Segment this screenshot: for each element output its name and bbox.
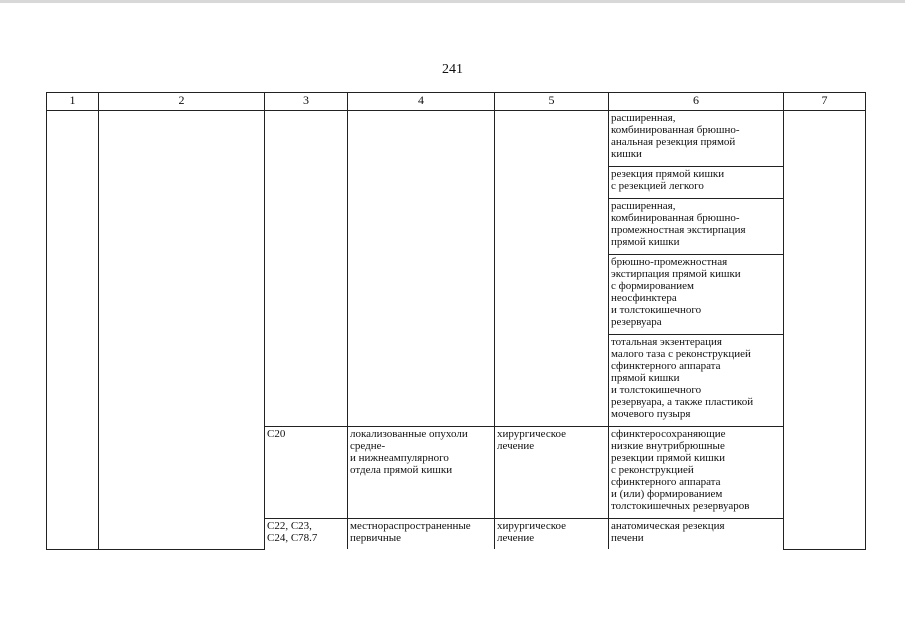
treatment-method-cell: резекция прямой кишки с резекцией легкого	[609, 167, 784, 199]
column-number: 5	[495, 93, 609, 111]
column-number: 4	[348, 93, 495, 111]
col4-cell	[348, 111, 495, 427]
column-number: 2	[99, 93, 265, 111]
patient-model-cell: локализованные опухоли средне- и нижнеампулярного отдела прямой кишки	[348, 427, 495, 519]
procedures-table	[46, 92, 866, 550]
treatment-method-cell: тотальная экзентерация малого таза с реконструкцией сфинктерного аппарата прямой кишки и толстокишечного резервуара, а также пластикой мочевого пузыря	[609, 335, 784, 427]
treatment-type-cell: хирургическое лечение	[495, 427, 609, 519]
page-top-edge	[0, 0, 905, 3]
col3-cell	[265, 111, 348, 427]
table-row	[47, 111, 866, 167]
col1-cell	[47, 111, 99, 550]
col7-cell	[784, 111, 866, 550]
column-number: 7	[784, 93, 866, 111]
treatment-method-cell: расширенная, комбинированная брюшно- промежностная экстирпация прямой кишки	[609, 199, 784, 255]
treatment-method-cell: анатомическая резекция печени	[609, 519, 784, 550]
col2-cell	[99, 111, 265, 550]
treatment-type-cell: хирургическое лечение	[495, 519, 609, 550]
treatment-method-cell: сфинктеросохраняющие низкие внутрибрюшные резекции прямой кишки с реконструкцией сфинктерного аппарата и (или) формированием толстокишечных резервуаров	[609, 427, 784, 519]
diagnosis-code-cell: C22, C23, C24, C78.7	[265, 519, 348, 550]
column-number-row	[47, 93, 866, 111]
page-number: 241	[442, 62, 463, 77]
column-number: 6	[609, 93, 784, 111]
column-number: 1	[47, 93, 99, 111]
treatment-method-cell: расширенная, комбинированная брюшно- анальная резекция прямой кишки	[609, 111, 784, 167]
column-number: 3	[265, 93, 348, 111]
col5-cell	[495, 111, 609, 427]
treatment-method-cell: брюшно-промежностная экстирпация прямой кишки с формированием неосфинктера и толстокишечного резервуара	[609, 255, 784, 335]
diagnosis-code-cell: C20	[265, 427, 348, 519]
patient-model-cell: местнораспространенные первичные	[348, 519, 495, 550]
